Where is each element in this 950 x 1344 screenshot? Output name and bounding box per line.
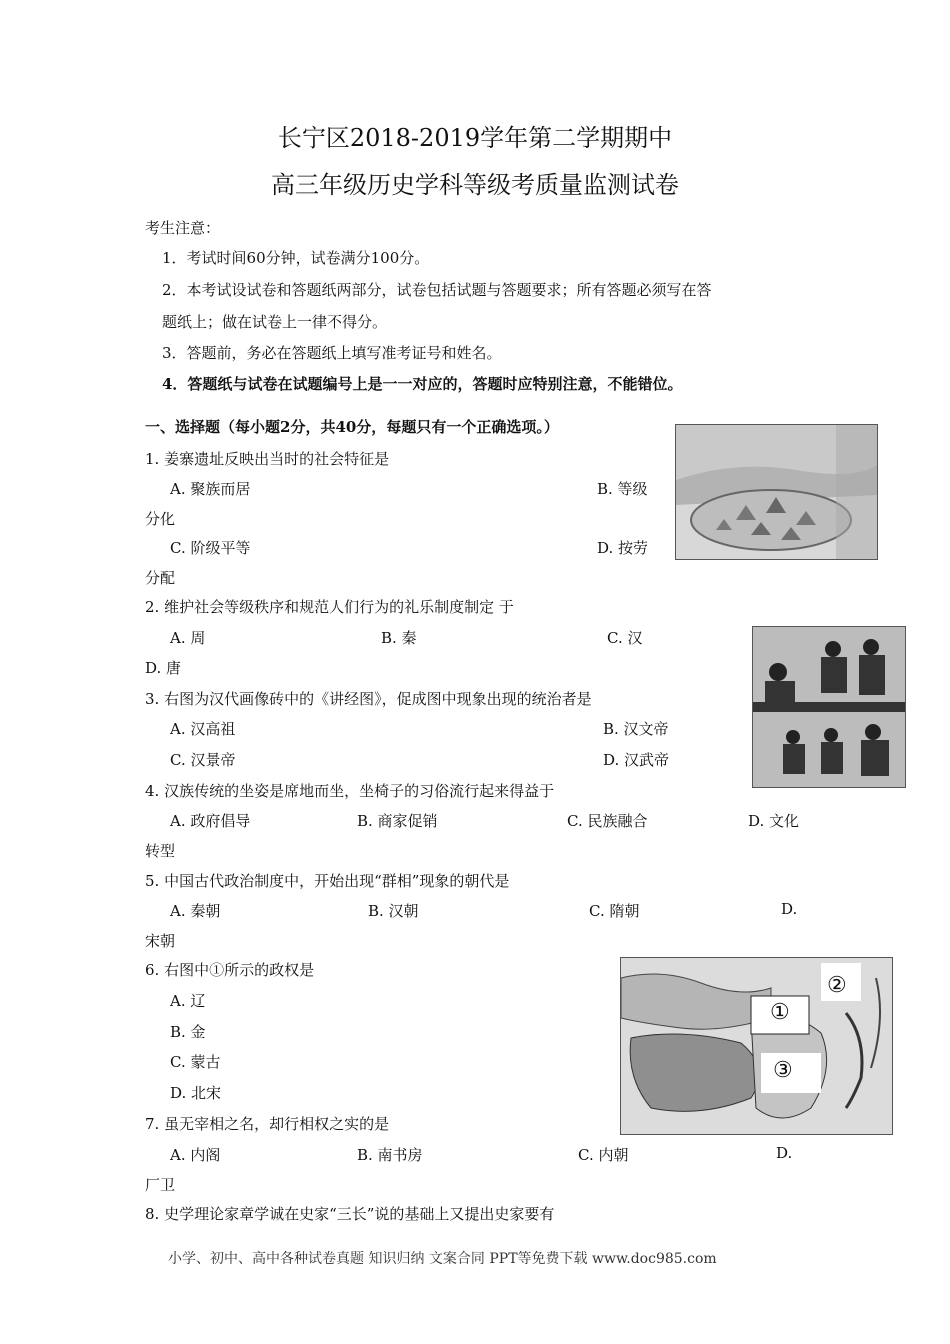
q3-option-a: A. 汉高祖 <box>170 720 236 738</box>
q4-option-b: B. 商家促销 <box>357 812 438 830</box>
jiangzhai-sketch <box>676 425 877 559</box>
map-label-3: ③ <box>773 1058 793 1083</box>
notice-item-2a: 2．本考试设试卷和答题纸两部分，试卷包括试题与答题要求；所有答题必须写在答 <box>162 281 712 299</box>
notice-item-1: 1．考试时间60分钟，试卷满分100分。 <box>162 249 430 267</box>
q1-option-b: B. 等级 <box>597 480 648 498</box>
q5-option-d-wrap: 宋朝 <box>145 932 176 950</box>
q3-option-c: C. 汉景帝 <box>170 751 236 769</box>
q2-stem: 2. 维护社会等级秩序和规范人们行为的礼乐制度制定 于 <box>145 598 514 616</box>
q3-option-b: B. 汉文帝 <box>603 720 669 738</box>
q7-option-d-wrap: 厂卫 <box>145 1176 176 1194</box>
q7-option-a: A. 内阁 <box>170 1146 221 1164</box>
notice-item-4: 4．答题纸与试卷在试题编号上是一一对应的，答题时应特别注意，不能错位。 <box>162 375 683 393</box>
q2-option-b: B. 秦 <box>381 629 417 647</box>
notice-item-2b: 题纸上；做在试卷上一律不得分。 <box>162 313 388 331</box>
q5-option-c: C. 隋朝 <box>589 902 640 920</box>
lecture-brick-image <box>752 626 906 788</box>
map-label-1: ① <box>770 1000 790 1025</box>
q5-stem: 5. 中国古代政治制度中，开始出现“群相”现象的朝代是 <box>145 872 510 890</box>
jiangzhai-site-image <box>675 424 878 560</box>
q2-option-d: D. 唐 <box>145 659 182 677</box>
q1-option-d-wrap: 分配 <box>145 569 176 587</box>
q1-option-b-wrap: 分化 <box>145 510 176 528</box>
q3-stem: 3. 右图为汉代画像砖中的《讲经图》，促成图中现象出现的统治者是 <box>145 690 592 708</box>
q4-option-d: D. 文化 <box>748 812 800 830</box>
q1-stem: 1. 姜寨遗址反映出当时的社会特征是 <box>145 450 390 468</box>
notice-heading: 考生注意： <box>145 219 221 237</box>
q7-option-d: D. <box>776 1144 793 1162</box>
q5-option-d: D. <box>781 900 798 918</box>
q7-option-b: B. 南书房 <box>357 1146 423 1164</box>
q2-option-a: A. 周 <box>170 629 206 647</box>
q2-option-c: C. 汉 <box>607 629 643 647</box>
q3-option-d: D. 汉武帝 <box>603 751 670 769</box>
q7-stem: 7. 虽无宰相之名，却行相权之实的是 <box>145 1115 390 1133</box>
q6-stem: 6. 右图中①所示的政权是 <box>145 961 315 979</box>
q7-option-c: C. 内朝 <box>578 1146 629 1164</box>
q4-stem: 4. 汉族传统的坐姿是席地而坐，坐椅子的习俗流行起来得益于 <box>145 782 555 800</box>
map-sketch <box>621 958 892 1134</box>
song-era-map-image <box>620 957 893 1135</box>
q6-option-a: A. 辽 <box>170 992 206 1010</box>
exam-title-line2: 高三年级历史学科等级考质量监测试卷 <box>271 171 679 199</box>
q4-option-c: C. 民族融合 <box>567 812 648 830</box>
notice-item-3: 3．答题前，务必在答题纸上填写准考证号和姓名。 <box>162 344 502 362</box>
q6-option-c: C. 蒙古 <box>170 1053 221 1071</box>
q1-option-d: D. 按劳 <box>597 539 649 557</box>
lecture-brick-sketch <box>753 627 905 787</box>
q6-option-b: B. 金 <box>170 1023 206 1041</box>
q5-option-b: B. 汉朝 <box>368 902 419 920</box>
footer-text: 小学、初中、高中各种试卷真题 知识归纳 文案合同 PPT等免费下载 www.doc985.com <box>168 1251 717 1267</box>
q5-option-a: A. 秦朝 <box>170 902 221 920</box>
section-heading: 一、选择题（每小题2分，共40分，每题只有一个正确选项。） <box>145 418 559 436</box>
map-label-2: ② <box>827 973 847 998</box>
q8-stem: 8. 史学理论家章学诚在史家“三长”说的基础上又提出史家要有 <box>145 1205 555 1223</box>
q4-option-a: A. 政府倡导 <box>170 812 251 830</box>
exam-title-line1: 长宁区2018-2019学年第二学期期中 <box>277 124 673 152</box>
q1-option-c: C. 阶级平等 <box>170 539 251 557</box>
q4-option-d-wrap: 转型 <box>145 842 176 860</box>
q1-option-a: A. 聚族而居 <box>170 480 251 498</box>
q6-option-d: D. 北宋 <box>170 1084 222 1102</box>
